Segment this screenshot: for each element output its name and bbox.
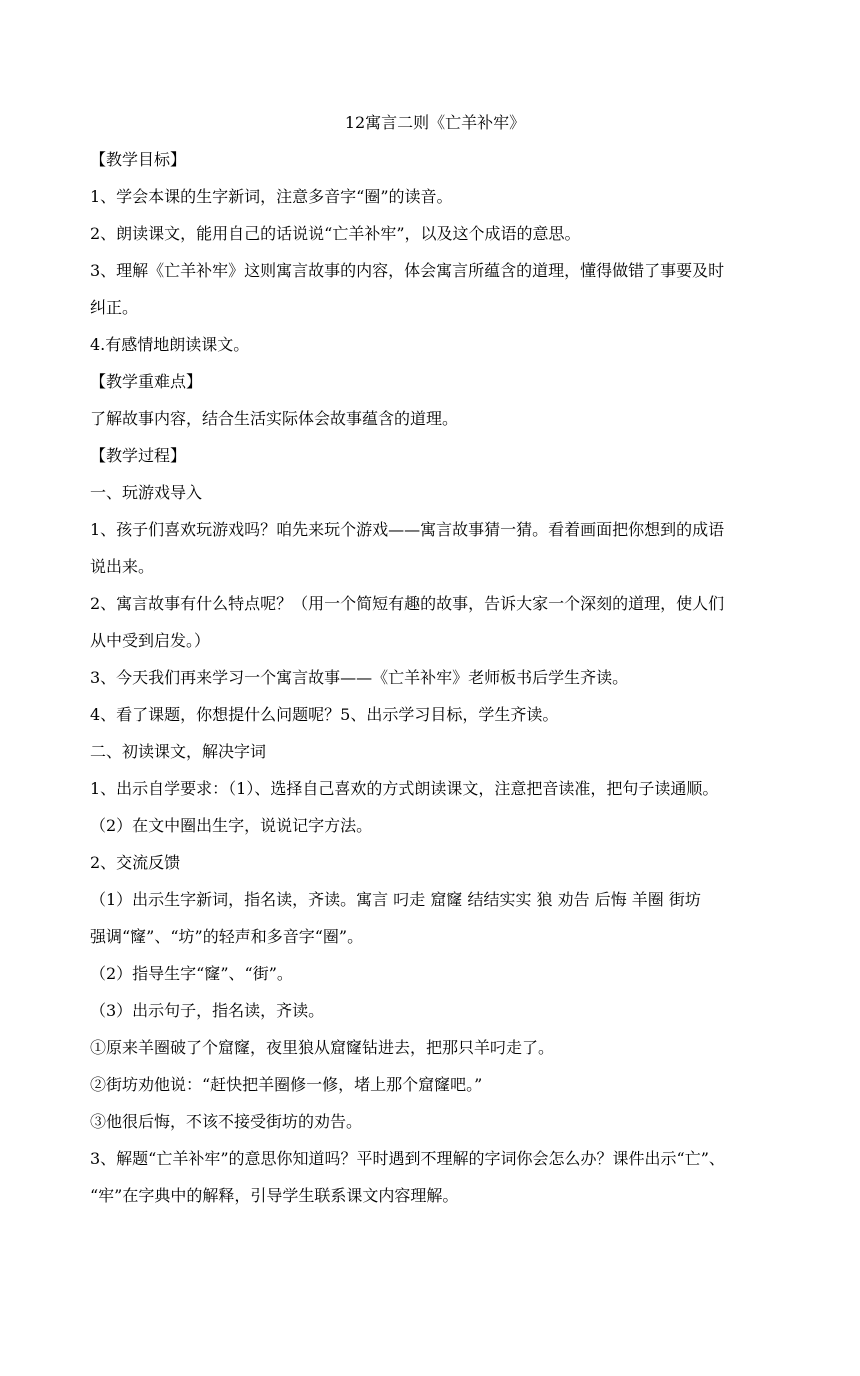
paragraph-line: 3、解题“亡羊补牢”的意思你知道吗？平时遇到不理解的字词你会怎么办？课件出示“亡”、: [90, 1149, 725, 1168]
paragraph-line: ③他很后悔，不该不接受街坊的劝告。: [90, 1112, 363, 1131]
paragraph-line: （2）指导生字“窿”、“街”。: [90, 964, 293, 983]
paragraph-line: （1）出示生字新词，指名读，齐读。寓言 叼走 窟窿 结结实实 狼 劝告 后悔 羊圈 街坊: [90, 890, 701, 909]
paragraph-line: （3）出示句子，指名读，齐读。: [90, 1001, 325, 1020]
paragraph-line: ①原来羊圈破了个窟窿，夜里狼从窟窿钻进去，把那只羊叼走了。: [90, 1038, 555, 1057]
subsection-heading: 一、玩游戏导入: [90, 483, 203, 502]
paragraph-line: 纠正。: [90, 298, 139, 317]
paragraph-line: 1、出示自学要求：（1）、选择自己喜欢的方式朗读课文，注意把音读准，把句子读通顺。: [90, 779, 719, 798]
document-title: 12寓言二则《亡羊补牢》: [344, 113, 526, 132]
subsection-heading: 二、初读课文，解决字词: [90, 742, 267, 761]
paragraph-line: ②街坊劝他说：“赶快把羊圈修一修，堵上那个窟窿吧。”: [90, 1075, 483, 1094]
paragraph-line: 4、看了课题，你想提什么问题呢？5、出示学习目标，学生齐读。: [90, 705, 559, 724]
paragraph-line: 4.有感情地朗读课文。: [90, 335, 250, 354]
paragraph-line: 1、孩子们喜欢玩游戏吗？咱先来玩个游戏——寓言故事猜一猜。看着画面把你想到的成语: [90, 520, 725, 539]
section-heading-key-points: 【教学重难点】: [90, 372, 203, 391]
section-heading-process: 【教学过程】: [90, 446, 187, 465]
paragraph-line: （2）在文中圈出生字，说说记字方法。: [90, 816, 373, 835]
paragraph-line: 说出来。: [90, 557, 155, 576]
paragraph-line: 从中受到启发。）: [90, 631, 211, 650]
paragraph-line: 3、理解《亡羊补牢》这则寓言故事的内容，体会寓言所蕴含的道理，懂得做错了事要及时: [90, 261, 725, 280]
paragraph-line: 3、今天我们再来学习一个寓言故事——《亡羊补牢》老师板书后学生齐读。: [90, 668, 629, 687]
paragraph-line: “牢”在字典中的解释，引导学生联系课文内容理解。: [90, 1186, 459, 1205]
paragraph-line: 2、交流反馈: [90, 853, 181, 872]
document-body: [90, 104, 780, 1214]
section-heading-objectives: 【教学目标】: [90, 150, 187, 169]
paragraph-line: 强调“窿”、“坊”的轻声和多音字“圈”。: [90, 927, 364, 946]
paragraph-line: 了解故事内容，结合生活实际体会故事蕴含的道理。: [90, 409, 459, 428]
paragraph-line: 1、学会本课的生字新词，注意多音字“圈”的读音。: [90, 187, 453, 206]
paragraph-line: 2、寓言故事有什么特点呢？（用一个简短有趣的故事，告诉大家一个深刻的道理，使人们: [90, 594, 725, 613]
paragraph-line: 2、朗读课文，能用自己的话说说“亡羊补牢”，以及这个成语的意思。: [90, 224, 581, 243]
